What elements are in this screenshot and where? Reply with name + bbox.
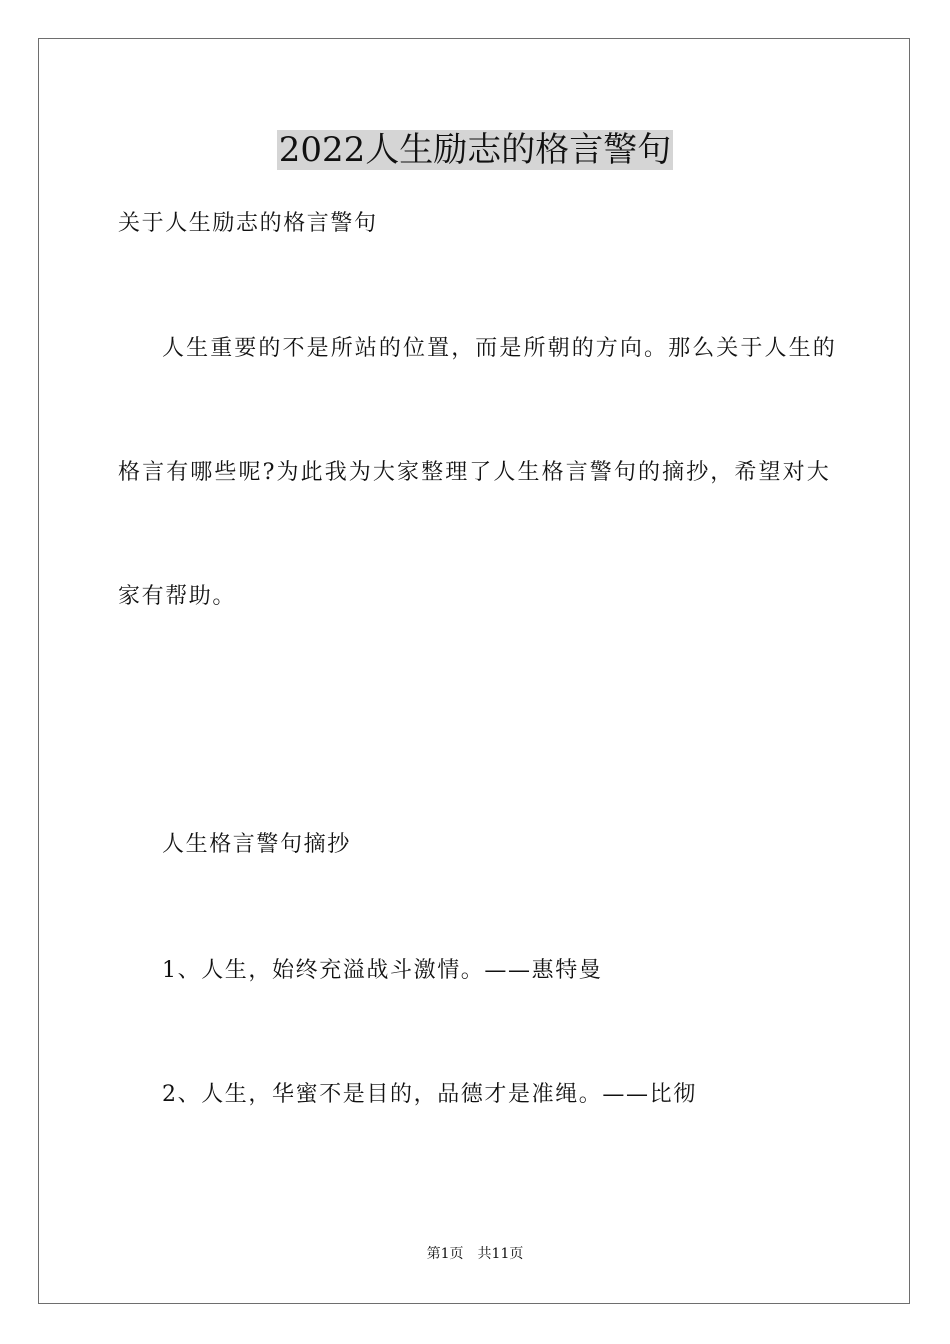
intro-line-1: 人生重要的不是所站的位置，而是所朝的方向。那么关于人生的 <box>162 336 837 361</box>
page-footer: 第1页 共11页 <box>426 1246 524 1262</box>
subtitle: 关于人生励志的格言警句 <box>118 211 378 236</box>
quote-item: 1、人生，始终充溢战斗激情。——惠特曼 <box>162 958 603 983</box>
document-title <box>0 126 950 174</box>
section-heading: 人生格言警句摘抄 <box>162 832 351 857</box>
quote-item: 2、人生，华蜜不是目的，品德才是准绳。——比彻 <box>162 1082 697 1107</box>
document-title-text: 2022人生励志的格言警句 <box>278 130 672 170</box>
intro-line-2: 格言有哪些呢?为此我为大家整理了人生格言警句的摘抄，希望对大 <box>118 460 831 485</box>
intro-line-3: 家有帮助。 <box>118 584 237 609</box>
